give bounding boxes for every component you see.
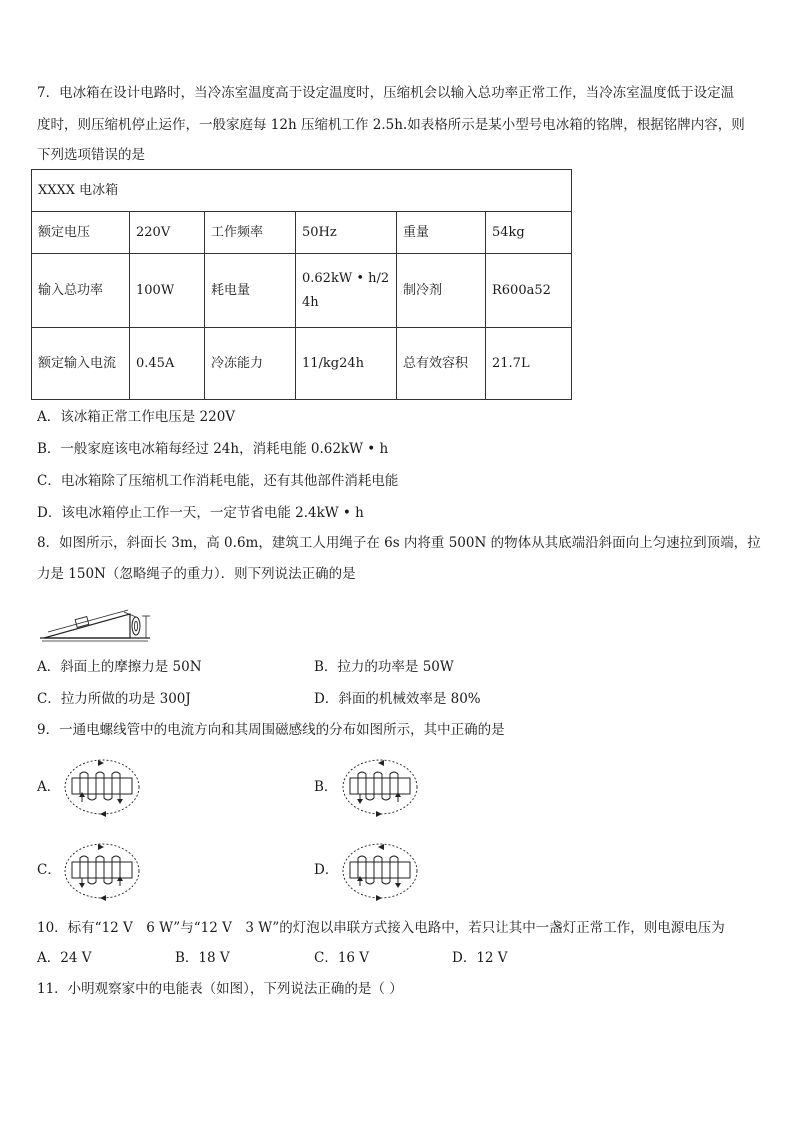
q7-line-3: 下列选项错误的是: [37, 147, 145, 163]
q9-label-c: C．: [37, 862, 61, 878]
incline-figure: [38, 604, 158, 644]
q7-option-a: A．该冰箱正常工作电压是 220V: [37, 409, 236, 425]
q9-line: 9．一通电螺线管中的电流方向和其周围磁感线的分布如图所示，其中正确的是: [37, 722, 505, 738]
q7-option-d: D．该电冰箱停止工作一天，一定节省电能 2.4kW • h: [37, 505, 364, 521]
q9-label-a: A．: [37, 779, 61, 795]
table-cell: 11/kg24h: [296, 328, 397, 400]
solenoid-figure-c: [62, 840, 142, 902]
q9-label-d: D．: [314, 862, 339, 878]
table-cell: R600a52: [486, 254, 572, 328]
q11-line: 11．小明观察家中的电能表（如图），下列说法正确的是（ ）: [37, 981, 403, 997]
q10-option-b: B．18 V: [175, 950, 230, 966]
q7-option-c: C．电冰箱除了压缩机工作消耗电能，还有其他部件消耗电能: [37, 473, 399, 489]
table-row: [32, 254, 572, 328]
table-cell: 额定电压: [32, 212, 130, 254]
q8-option-c: C．拉力所做的功是 300J: [37, 691, 191, 707]
table-cell: 输入总功率: [32, 254, 130, 328]
solenoid-figure-b: [340, 756, 420, 818]
table-row: [32, 328, 572, 400]
table-cell: 0.45A: [130, 328, 205, 400]
table-cell: 21.7L: [486, 328, 572, 400]
q10-option-c: C．16 V: [314, 950, 370, 966]
table-cell: 54kg: [486, 212, 572, 254]
q10-option-d: D．12 V: [452, 950, 508, 966]
table-title: XXXX 电冰箱: [32, 170, 572, 212]
table-cell: 耗电量: [205, 254, 296, 328]
table-cell: 重量: [397, 212, 486, 254]
table-cell: 额定输入电流: [32, 328, 130, 400]
q9-label-b: B．: [314, 779, 338, 795]
table-cell: 制冷剂: [397, 254, 486, 328]
q7-option-b: B．一般家庭该电冰箱每经过 24h，消耗电能 0.62kW • h: [37, 441, 389, 457]
q8-option-d: D．斜面的机械效率是 80%: [314, 691, 481, 707]
q7-line-1: 7．电冰箱在设计电路时，当冷冻室温度高于设定温度时，压缩机会以输入总功率正常工作，当冷冻室温度低于设定温: [37, 85, 735, 101]
table-cell: 总有效容积: [397, 328, 486, 400]
table-cell: 工作频率: [205, 212, 296, 254]
table-cell: 50Hz: [296, 212, 397, 254]
table-cell: 0.62kW • h/24h: [296, 254, 397, 328]
q8-option-a: A．斜面上的摩擦力是 50N: [37, 659, 202, 675]
fridge-spec-table: [31, 169, 572, 400]
table-cell: 220V: [130, 212, 205, 254]
q8-line-1: 8．如图所示，斜面长 3m，高 0.6m，建筑工人用绳子在 6s 内将重 500N 的物体从其底端沿斜面向上匀速拉到顶端，拉: [37, 535, 761, 551]
table-row: [32, 212, 572, 254]
table-cell: 100W: [130, 254, 205, 328]
q7-line-2: 度时，则压缩机停止运作，一般家庭每 12h 压缩机工作 2.5h.如表格所示是某小型号电冰箱的铭牌，根据铭牌内容，则: [37, 117, 745, 133]
solenoid-figure-d: [340, 840, 420, 902]
q10-line: 10．标有“12 V 6 W”与“12 V 3 W”的灯泡以串联方式接入电路中，若只让其中一盏灯正常工作，则电源电压为: [37, 920, 725, 936]
table-row: [32, 170, 572, 212]
solenoid-figure-a: [62, 756, 142, 818]
q10-option-a: A．24 V: [37, 950, 92, 966]
q8-option-b: B．拉力的功率是 50W: [314, 659, 454, 675]
table-cell: 冷冻能力: [205, 328, 296, 400]
q8-line-2: 力是 150N（忽略绳子的重力）．则下列说法正确的是: [37, 566, 356, 582]
